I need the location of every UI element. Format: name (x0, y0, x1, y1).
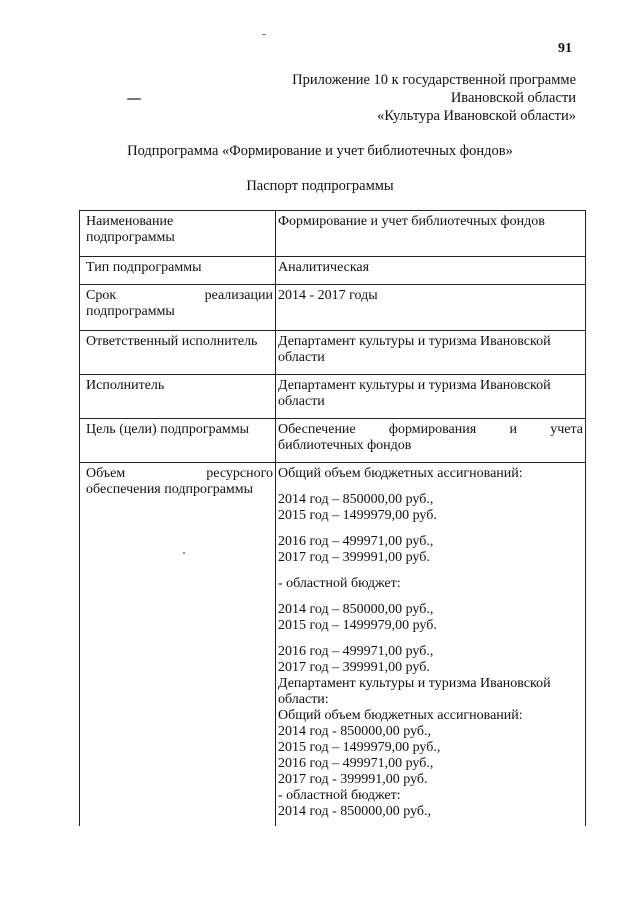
funding-line: 2016 год – 499971,00 руб., (278, 756, 434, 771)
row-label: Наименование подпрограммы (80, 211, 276, 257)
scan-speck (127, 98, 141, 100)
funding-line: 2016 год – 499971,00 руб., (278, 534, 434, 549)
row-value: Аналитическая (276, 257, 586, 285)
subprogram-title: Подпрограмма «Формирование и учет библиотечных фондов» (127, 143, 513, 159)
funding-line: 2014 год – 850000,00 руб., (278, 602, 434, 617)
row-value: Департамент культуры и туризма Ивановской области (276, 331, 586, 375)
funding-line: 2014 год - 850000,00 руб., (278, 804, 432, 819)
funding-line: 2017 год – 399991,00 руб. (278, 660, 430, 675)
row-value: Обеспечение формирования и учета библиотечных фондов (276, 419, 586, 463)
funding-line: 2016 год – 499971,00 руб., (278, 644, 434, 659)
row-label: Исполнитель (80, 375, 276, 419)
funding-line: 2015 год – 1499979,00 руб., (278, 740, 441, 755)
funding-line: Общий объем бюджетных ассигнований: (278, 708, 523, 723)
row-label: Ответственный исполнитель (80, 331, 276, 375)
row-label: Цель (цели) подпрограммы (80, 419, 276, 463)
table-row (80, 419, 586, 463)
funding-line: 2017 год - 399991,00 руб. (278, 772, 428, 787)
funding-line: области: (278, 692, 329, 707)
scan-speck (262, 34, 266, 35)
funding-line: 2017 год – 399991,00 руб. (278, 550, 430, 565)
appendix-line: Приложение 10 к государственной программе (292, 72, 576, 88)
table-row (80, 211, 586, 257)
appendix-line: «Культура Ивановской области» (377, 108, 576, 124)
appendix-line: Ивановской области (450, 90, 576, 106)
table-row (80, 257, 586, 285)
funding-line: Департамент культуры и туризма Ивановской (278, 676, 551, 691)
table-row (80, 463, 586, 827)
funding-line: - областной бюджет: (278, 576, 401, 591)
funding-line: Общий объем бюджетных ассигнований: (278, 466, 523, 481)
row-label: Объем ресурсного обеспечения подпрограммы (80, 463, 276, 827)
row-label: Тип подпрограммы (80, 257, 276, 285)
passport-title: Паспорт подпрограммы (246, 178, 394, 194)
row-value: 2014 - 2017 годы (276, 285, 586, 331)
appendix-header (292, 71, 576, 125)
page-number: 91 (558, 41, 572, 56)
row-label: Срок реализации подпрограммы (80, 285, 276, 331)
row-value (276, 463, 586, 827)
row-value: Департамент культуры и туризма Ивановской области (276, 375, 586, 419)
table-row (80, 285, 586, 331)
funding-line: 2015 год – 1499979,00 руб. (278, 618, 437, 633)
funding-line: 2014 год - 850000,00 руб., (278, 724, 432, 739)
table-row (80, 375, 586, 419)
funding-line: - областной бюджет: (278, 788, 401, 803)
funding-line: 2014 год – 850000,00 руб., (278, 492, 434, 507)
passport-table (79, 210, 586, 826)
table-row (80, 331, 586, 375)
funding-line: 2015 год – 1499979,00 руб. (278, 508, 437, 523)
row-value: Формирование и учет библиотечных фондов (276, 211, 586, 257)
